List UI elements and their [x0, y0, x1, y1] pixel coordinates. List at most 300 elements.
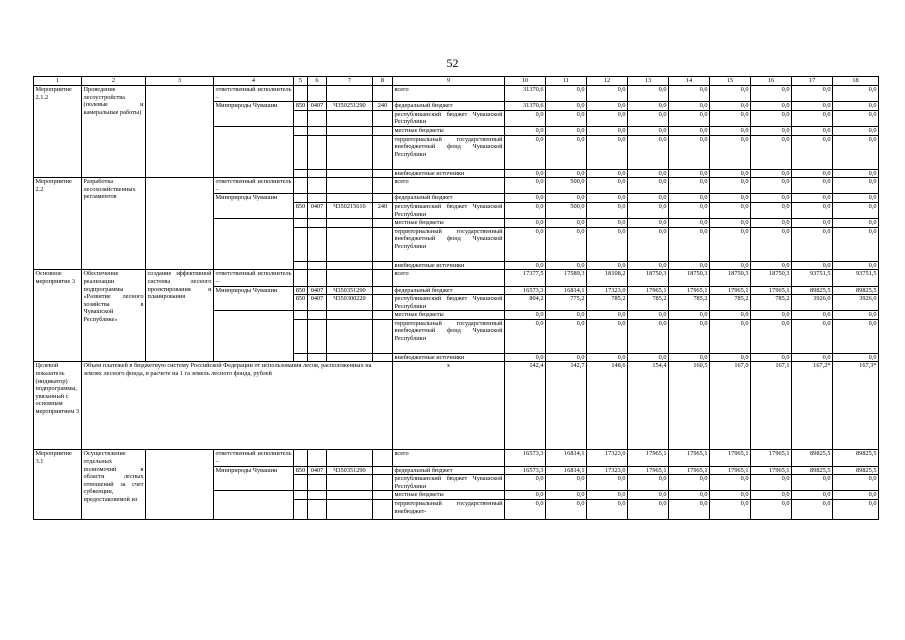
budget-code-c8 — [373, 270, 393, 286]
funding-value: 785,2 — [710, 295, 751, 311]
funding-value: 0,0 — [751, 319, 792, 353]
budget-code-c8 — [373, 466, 393, 475]
indicator-value: 167,1 — [751, 362, 792, 450]
funding-value: 89825,5 — [833, 450, 879, 466]
funding-source: местные бюджеты — [393, 311, 505, 320]
funding-value: 0,0 — [546, 319, 587, 353]
funding-value: 0,0 — [587, 311, 628, 320]
budget-table — [33, 76, 879, 520]
funding-value: 16573,3 — [505, 466, 546, 475]
budget-code-empty — [294, 319, 308, 353]
funding-source: местные бюджеты — [393, 126, 505, 135]
funding-value: 17965,1 — [751, 450, 792, 466]
funding-value: 17965,1 — [628, 286, 669, 295]
funding-value: 0,0 — [628, 135, 669, 169]
budget-code-c7: Ч350351290 — [327, 466, 373, 475]
budget-code-c5: 850 — [294, 286, 308, 295]
budget-code-empty — [327, 319, 373, 353]
funding-value: 0,0 — [669, 110, 710, 126]
funding-value: 0,0 — [751, 475, 792, 491]
funding-value: 0,0 — [546, 110, 587, 126]
budget-code-empty — [373, 219, 393, 228]
funding-value: 0,0 — [669, 194, 710, 203]
funding-value: 775,2 — [546, 295, 587, 311]
funding-source: местные бюджеты — [393, 491, 505, 500]
indicator-value: 167,3* — [833, 362, 879, 450]
funding-value: 0,0 — [546, 353, 587, 362]
funding-value: 0,0 — [505, 311, 546, 320]
funding-value: 0,0 — [751, 86, 792, 102]
funding-value: 0,0 — [833, 500, 879, 520]
funding-value: 0,0 — [751, 311, 792, 320]
measure-name: Разработка лесохозяйственных регламентов — [82, 178, 146, 270]
budget-code-c8 — [373, 475, 393, 491]
funding-source: всего — [393, 86, 505, 102]
funding-value: 0,0 — [546, 86, 587, 102]
funding-value: 785,2 — [751, 295, 792, 311]
budget-code-c7 — [327, 475, 373, 491]
funding-value: 31370,6 — [505, 102, 546, 111]
funding-value: 0,0 — [833, 475, 879, 491]
funding-value: 17965,1 — [751, 466, 792, 475]
funding-value: 0,0 — [792, 110, 833, 126]
funding-value: 0,0 — [751, 491, 792, 500]
indicator-value: 142,7 — [546, 362, 587, 450]
executor-empty — [214, 491, 294, 520]
budget-code-c8 — [373, 178, 393, 194]
budget-code-empty — [373, 311, 393, 320]
funding-value: 0,0 — [628, 202, 669, 218]
column-header: 10 — [505, 77, 546, 86]
funding-value: 0,0 — [587, 202, 628, 218]
budget-code-c5 — [294, 475, 308, 491]
funding-value: 0,0 — [792, 491, 833, 500]
funding-value: 89825,5 — [792, 450, 833, 466]
budget-code-empty — [294, 126, 308, 135]
funding-value: 0,0 — [587, 178, 628, 194]
indicator-x: х — [393, 362, 505, 450]
funding-value: 0,0 — [587, 102, 628, 111]
funding-value: 0,0 — [833, 261, 879, 270]
funding-source: федеральный бюджет — [393, 286, 505, 295]
funding-source: республиканский бюджет Чувашской Республики — [394, 475, 503, 490]
indicator-value: 160,5 — [669, 362, 710, 450]
budget-code-empty — [294, 261, 308, 270]
funding-value: 0,0 — [587, 135, 628, 169]
budget-code-empty — [373, 500, 393, 520]
funding-value: 0,0 — [833, 169, 879, 178]
funding-value: 0,0 — [628, 311, 669, 320]
funding-value: 804,2 — [505, 295, 546, 311]
funding-value: 89825,5 — [792, 286, 833, 295]
funding-value: 0,0 — [505, 178, 546, 194]
table-row — [34, 270, 879, 286]
budget-code-empty — [373, 126, 393, 135]
funding-source: территориальный государственный внебюджетный фонд Чувашской Республики — [393, 227, 505, 261]
budget-code-c6: 0407 — [308, 286, 327, 295]
funding-value: 0,0 — [833, 86, 879, 102]
funding-value: 0,0 — [669, 353, 710, 362]
funding-value: 0,0 — [792, 261, 833, 270]
funding-source: внебюджетные источники — [393, 353, 505, 362]
executor-empty — [214, 219, 294, 270]
budget-code-c6: 0407 — [308, 102, 327, 111]
funding-source: республиканский бюджет Чувашской Республики — [394, 295, 503, 310]
funding-value: 0,0 — [628, 227, 669, 261]
funding-value: 18750,3 — [710, 270, 751, 286]
funding-value: 0,0 — [628, 86, 669, 102]
budget-code-empty — [308, 311, 327, 320]
budget-code-empty — [327, 135, 373, 169]
funding-value: 0,0 — [710, 169, 751, 178]
budget-code-empty — [373, 169, 393, 178]
funding-value: 0,0 — [792, 353, 833, 362]
funding-value: 0,0 — [628, 261, 669, 270]
budget-code-c7 — [327, 110, 373, 126]
table-row — [34, 178, 879, 194]
funding-source: внебюджетные источники — [393, 169, 505, 178]
funding-value: 16814,1 — [546, 450, 587, 466]
funding-value: 0,0 — [751, 261, 792, 270]
budget-code-c8 — [373, 450, 393, 466]
funding-value: 0,0 — [710, 194, 751, 203]
funding-value: 500,0 — [546, 202, 587, 218]
funding-value: 0,0 — [505, 202, 546, 218]
funding-value: 0,0 — [505, 500, 546, 520]
funding-value: 18750,3 — [628, 270, 669, 286]
funding-value: 0,0 — [628, 219, 669, 228]
funding-value: 0,0 — [587, 86, 628, 102]
budget-code-empty — [327, 311, 373, 320]
funding-value: 0,0 — [546, 219, 587, 228]
measure-goal — [146, 178, 214, 270]
funding-value: 0,0 — [546, 169, 587, 178]
funding-value: 17965,1 — [628, 466, 669, 475]
funding-value: 0,0 — [587, 227, 628, 261]
budget-code-empty — [294, 135, 308, 169]
funding-value: 16814,1 — [546, 466, 587, 475]
budget-code-empty — [308, 491, 327, 500]
budget-code-empty — [308, 227, 327, 261]
budget-code-empty — [308, 319, 327, 353]
funding-value: 0,0 — [587, 110, 628, 126]
column-header: 3 — [146, 77, 214, 86]
measure-name: Проведение лесоустройства (полевые и камеральные работы) — [82, 86, 146, 178]
funding-value: 0,0 — [505, 491, 546, 500]
funding-value: 0,0 — [710, 86, 751, 102]
funding-value: 0,0 — [710, 500, 751, 520]
measure-id: Мероприятие 2.1.2 — [34, 86, 82, 178]
budget-code-empty — [373, 353, 393, 362]
funding-value: 0,0 — [833, 311, 879, 320]
executor-empty — [214, 126, 294, 177]
funding-value: 0,0 — [587, 169, 628, 178]
budget-code-c6 — [308, 178, 327, 194]
budget-code-empty — [327, 491, 373, 500]
funding-value: 17965,1 — [628, 450, 669, 466]
budget-code-c7: Ч350251290 — [327, 102, 373, 111]
funding-value: 0,0 — [669, 178, 710, 194]
funding-value: 0,0 — [505, 475, 546, 491]
funding-value: 0,0 — [710, 311, 751, 320]
budget-code-empty — [294, 491, 308, 500]
funding-value: 0,0 — [669, 135, 710, 169]
table-row — [34, 450, 879, 466]
funding-value: 0,0 — [669, 491, 710, 500]
funding-value: 0,0 — [751, 178, 792, 194]
funding-value: 31370,6 — [505, 86, 546, 102]
funding-value: 0,0 — [833, 194, 879, 203]
funding-value: 18108,2 — [587, 270, 628, 286]
funding-value: 0,0 — [833, 227, 879, 261]
funding-value: 0,0 — [833, 110, 879, 126]
budget-code-c7: Ч350351290 — [327, 286, 373, 295]
budget-code-empty — [373, 319, 393, 353]
column-header: 8 — [373, 77, 393, 86]
executor-org: Минприроды Чувашии — [214, 194, 294, 219]
budget-code-c5 — [294, 194, 308, 203]
budget-code-c5 — [294, 178, 308, 194]
funding-value: 0,0 — [505, 110, 546, 126]
budget-code-empty — [373, 227, 393, 261]
executor-role: ответственный исполнитель – — [215, 270, 292, 285]
budget-code-empty — [327, 126, 373, 135]
funding-value: 0,0 — [792, 202, 833, 218]
funding-value: 0,0 — [587, 491, 628, 500]
funding-value: 0,0 — [669, 169, 710, 178]
funding-value: 0,0 — [833, 219, 879, 228]
funding-value: 500,0 — [546, 178, 587, 194]
budget-code-c5: 850 — [294, 102, 308, 111]
funding-value: 17323,0 — [587, 466, 628, 475]
budget-code-empty — [327, 169, 373, 178]
funding-value: 17965,1 — [710, 286, 751, 295]
budget-code-empty — [308, 261, 327, 270]
funding-value: 93751,5 — [833, 270, 879, 286]
budget-code-c6 — [308, 270, 327, 286]
funding-value: 0,0 — [792, 500, 833, 520]
funding-value: 17965,1 — [669, 466, 710, 475]
funding-value: 0,0 — [669, 126, 710, 135]
funding-value: 0,0 — [546, 194, 587, 203]
column-header: 16 — [751, 77, 792, 86]
funding-value: 0,0 — [587, 500, 628, 520]
indicator-value: 167,2* — [792, 362, 833, 450]
funding-value: 0,0 — [792, 86, 833, 102]
column-header: 18 — [833, 77, 879, 86]
funding-value: 0,0 — [546, 500, 587, 520]
funding-value: 0,0 — [751, 102, 792, 111]
budget-code-empty — [308, 219, 327, 228]
funding-value: 0,0 — [710, 135, 751, 169]
funding-value: 93751,5 — [792, 270, 833, 286]
funding-value: 0,0 — [669, 219, 710, 228]
budget-code-c5: 850 — [294, 202, 308, 218]
funding-value: 0,0 — [669, 319, 710, 353]
funding-value: 0,0 — [792, 126, 833, 135]
column-header: 1 — [34, 77, 82, 86]
budget-code-c8 — [373, 286, 393, 295]
funding-value: 0,0 — [505, 135, 546, 169]
table-row — [34, 86, 879, 102]
funding-value: 0,0 — [751, 219, 792, 228]
funding-value: 0,0 — [669, 311, 710, 320]
funding-value: 0,0 — [628, 500, 669, 520]
funding-source: всего — [393, 270, 505, 286]
funding-value: 3926,0 — [833, 295, 879, 311]
budget-code-c6 — [308, 475, 327, 491]
budget-code-c5 — [294, 110, 308, 126]
funding-value: 0,0 — [710, 475, 751, 491]
funding-value: 785,2 — [587, 295, 628, 311]
funding-value: 18750,3 — [669, 270, 710, 286]
funding-value: 0,0 — [505, 126, 546, 135]
funding-source: республиканский бюджет Чувашской Республики — [394, 110, 503, 126]
column-header: 13 — [628, 77, 669, 86]
measure-goal — [146, 450, 214, 520]
funding-value: 0,0 — [669, 227, 710, 261]
column-header: 6 — [308, 77, 327, 86]
budget-code-c7: Ч350215610 — [327, 202, 373, 218]
funding-source: всего — [393, 450, 505, 466]
funding-source: территориальный государственный внебюджет- — [393, 500, 505, 520]
budget-code-c6 — [308, 110, 327, 126]
funding-value: 17965,1 — [669, 450, 710, 466]
funding-value: 89825,5 — [833, 286, 879, 295]
funding-value: 0,0 — [792, 227, 833, 261]
funding-source: местные бюджеты — [393, 219, 505, 228]
funding-value: 17965,1 — [751, 286, 792, 295]
column-header: 2 — [82, 77, 146, 86]
funding-value: 0,0 — [792, 311, 833, 320]
funding-value: 0,0 — [628, 475, 669, 491]
funding-value: 0,0 — [505, 319, 546, 353]
budget-code-c5: 850 — [294, 295, 308, 311]
budget-code-c7 — [327, 86, 373, 102]
budget-code-empty — [294, 353, 308, 362]
funding-value: 0,0 — [751, 194, 792, 203]
budget-code-c8: 240 — [373, 202, 393, 218]
funding-value: 0,0 — [833, 491, 879, 500]
funding-value: 0,0 — [628, 169, 669, 178]
funding-value: 0,0 — [505, 169, 546, 178]
budget-code-c7 — [327, 450, 373, 466]
executor-role: ответственный исполнитель – — [215, 86, 292, 101]
column-header: 14 — [669, 77, 710, 86]
budget-code-c6: 0407 — [308, 466, 327, 475]
funding-source: федеральный бюджет — [393, 194, 505, 203]
funding-value: 89825,5 — [792, 466, 833, 475]
funding-value: 0,0 — [587, 126, 628, 135]
funding-value: 0,0 — [628, 353, 669, 362]
funding-value: 0,0 — [587, 475, 628, 491]
budget-code-c6 — [308, 194, 327, 203]
funding-value: 0,0 — [751, 135, 792, 169]
budget-code-c5: 850 — [294, 466, 308, 475]
column-header: 11 — [546, 77, 587, 86]
funding-value: 0,0 — [546, 311, 587, 320]
funding-value: 0,0 — [833, 353, 879, 362]
funding-value: 0,0 — [546, 102, 587, 111]
funding-value: 0,0 — [628, 319, 669, 353]
funding-source: федеральный бюджет — [393, 102, 505, 111]
measure-goal — [146, 86, 214, 178]
funding-value: 17965,1 — [710, 450, 751, 466]
budget-code-empty — [294, 169, 308, 178]
measure-goal: создание эффективной системы лесного проектирования и планирования — [146, 270, 214, 362]
executor-org: Минприроды Чувашии — [214, 286, 294, 311]
budget-code-empty — [294, 227, 308, 261]
funding-value: 0,0 — [505, 261, 546, 270]
budget-code-c6: 0407 — [308, 295, 327, 311]
budget-code-empty — [373, 261, 393, 270]
funding-value: 17965,1 — [710, 466, 751, 475]
funding-value: 0,0 — [792, 178, 833, 194]
funding-value: 0,0 — [710, 219, 751, 228]
budget-code-empty — [308, 126, 327, 135]
funding-value: 0,0 — [587, 261, 628, 270]
column-header: 5 — [294, 77, 308, 86]
budget-code-empty — [308, 353, 327, 362]
funding-source: территориальный государственный внебюджетный фонд Чувашской Республики — [393, 135, 505, 169]
executor-org: Минприроды Чувашии — [214, 466, 294, 491]
indicator-value: 148,6 — [587, 362, 628, 450]
budget-code-empty — [327, 227, 373, 261]
budget-code-c7 — [327, 194, 373, 203]
budget-code-empty — [327, 219, 373, 228]
funding-value: 0,0 — [751, 202, 792, 218]
funding-value: 0,0 — [628, 102, 669, 111]
funding-value: 0,0 — [751, 110, 792, 126]
funding-value: 16814,1 — [546, 286, 587, 295]
funding-value: 0,0 — [505, 194, 546, 203]
budget-code-c6 — [308, 450, 327, 466]
indicator-value: 167,0 — [710, 362, 751, 450]
funding-value: 0,0 — [833, 135, 879, 169]
budget-code-empty — [308, 500, 327, 520]
funding-value: 0,0 — [505, 353, 546, 362]
budget-code-c8 — [373, 295, 393, 311]
indicator-row — [34, 362, 879, 450]
budget-code-c7 — [327, 178, 373, 194]
funding-value: 18750,3 — [751, 270, 792, 286]
page-number: 52 — [446, 56, 459, 70]
column-header: 7 — [327, 77, 373, 86]
funding-value: 3926,0 — [792, 295, 833, 311]
funding-source: всего — [393, 178, 505, 194]
funding-value: 0,0 — [628, 126, 669, 135]
funding-value: 0,0 — [751, 126, 792, 135]
funding-value: 0,0 — [546, 491, 587, 500]
funding-value: 17589,3 — [546, 270, 587, 286]
funding-value: 0,0 — [710, 227, 751, 261]
funding-value: 0,0 — [792, 102, 833, 111]
funding-value: 0,0 — [710, 202, 751, 218]
funding-value: 785,2 — [669, 295, 710, 311]
budget-code-empty — [327, 261, 373, 270]
funding-value: 16573,3 — [505, 450, 546, 466]
measure-id: Основное мероприятие 3 — [34, 270, 82, 362]
budget-code-c6 — [308, 86, 327, 102]
funding-value: 17323,0 — [587, 286, 628, 295]
funding-value: 0,0 — [587, 194, 628, 203]
funding-value: 0,0 — [710, 261, 751, 270]
funding-value: 0,0 — [669, 202, 710, 218]
budget-code-empty — [294, 311, 308, 320]
funding-value: 0,0 — [710, 319, 751, 353]
funding-value: 0,0 — [833, 102, 879, 111]
budget-code-c6: 0407 — [308, 202, 327, 218]
